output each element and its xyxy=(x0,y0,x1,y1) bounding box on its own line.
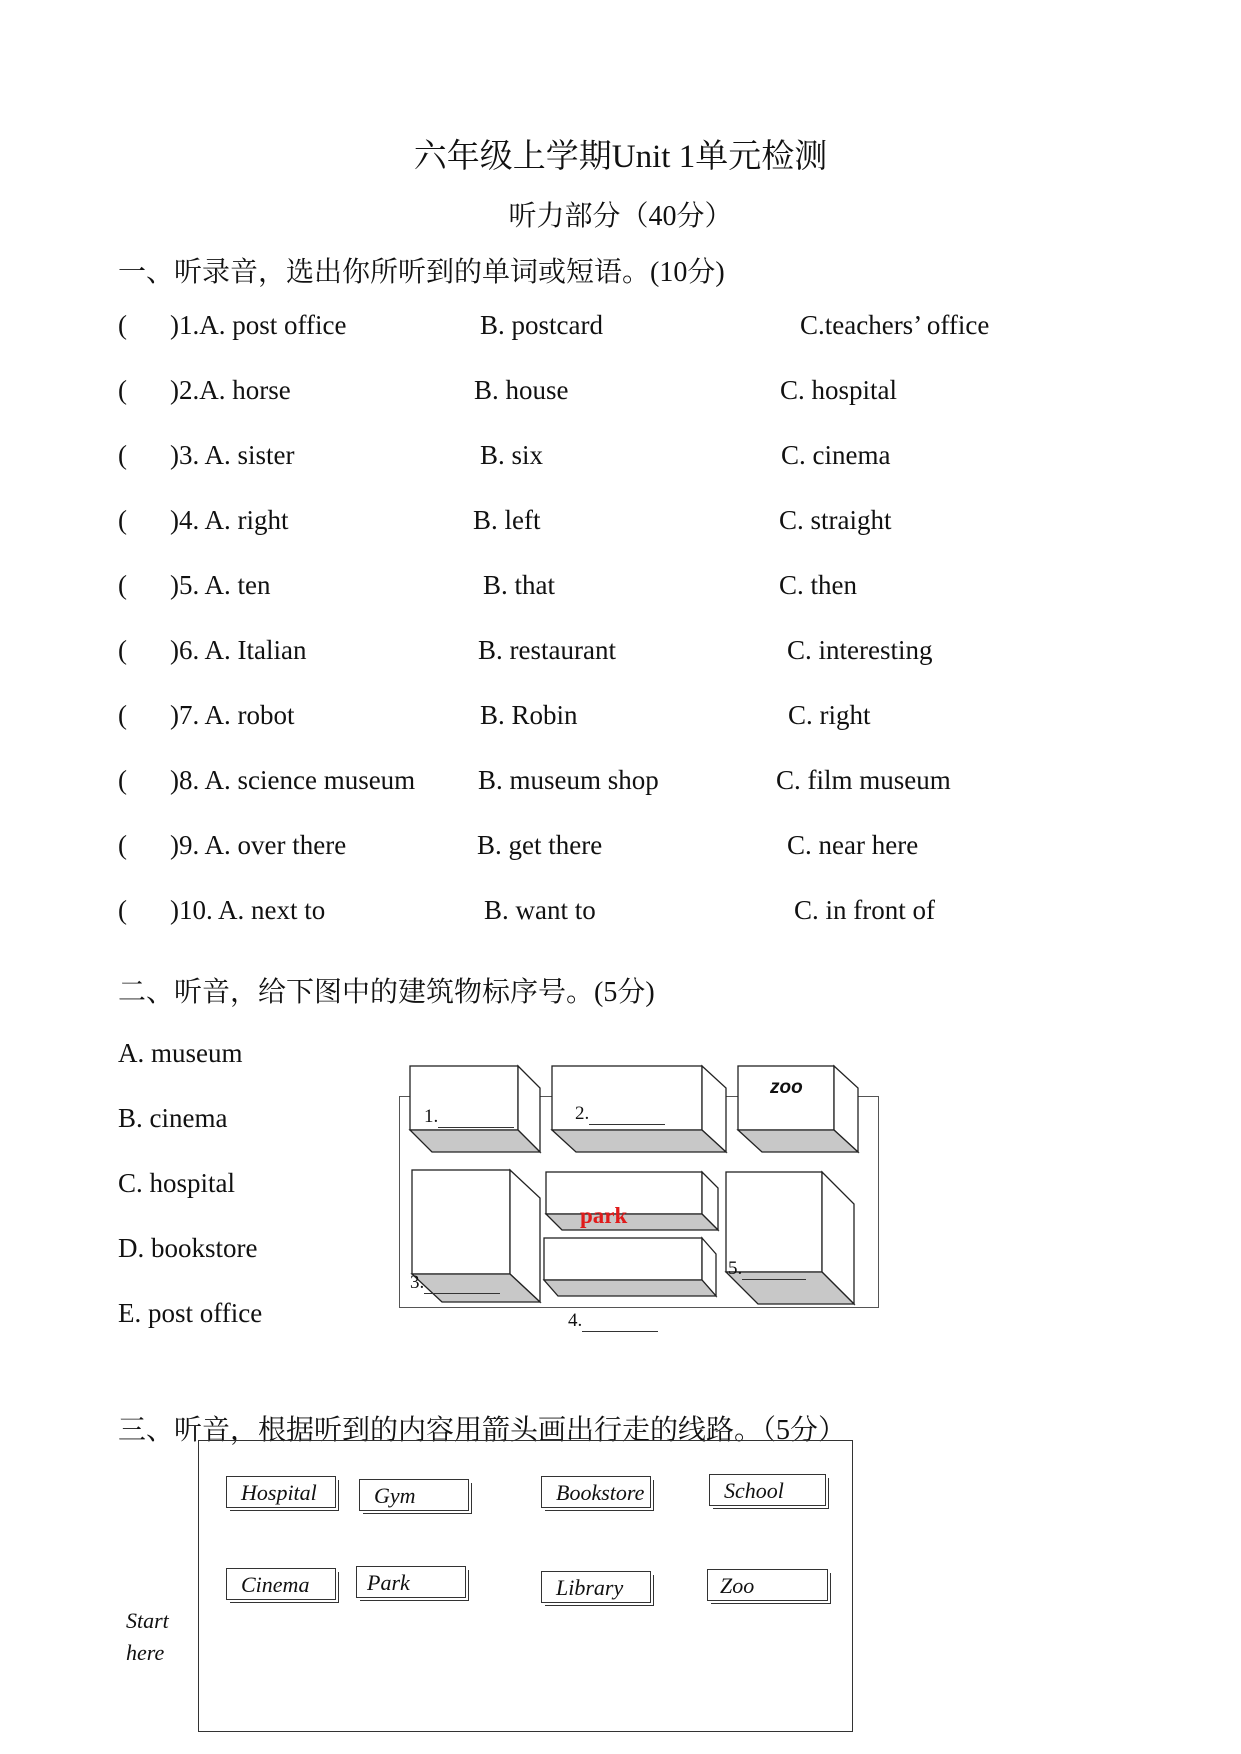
option-b-text: B. six xyxy=(480,440,544,470)
place-park: Park xyxy=(356,1566,466,1598)
option-c-text: C. hospital xyxy=(780,375,898,405)
zoo-sign: zoo xyxy=(770,1077,803,1098)
option-a-text: )1.A. post office xyxy=(170,310,347,340)
option-a-text: )7. A. robot xyxy=(170,700,295,730)
option-c-text: C. cinema xyxy=(781,440,891,470)
option-c-text: C. right xyxy=(788,700,871,730)
building-5 xyxy=(726,1172,854,1304)
option-b-text: B. left xyxy=(473,505,541,535)
option-e: E. post office xyxy=(118,1298,263,1328)
option-c-text: C. interesting xyxy=(787,635,933,665)
option-b-text: B. get there xyxy=(477,830,603,860)
answer-paren: ( xyxy=(118,765,127,795)
option-b-text: B. postcard xyxy=(480,310,603,340)
option-b-text: B. Robin xyxy=(480,700,578,730)
option-d: D. bookstore xyxy=(118,1233,258,1263)
answer-paren: ( xyxy=(118,895,127,925)
option-a: A. museum xyxy=(118,1038,243,1068)
option-c-text: C.teachers’ office xyxy=(800,310,990,340)
option-b-text: B. museum shop xyxy=(478,765,659,795)
place-zoo: Zoo xyxy=(707,1569,828,1601)
section1-heading: 一、听录音，选出你所听到的单词或短语。(10分) xyxy=(118,257,725,288)
option-c-text: C. straight xyxy=(779,505,892,535)
option-a-text: )3. A. sister xyxy=(170,440,295,470)
map-label-3: 3. xyxy=(410,1272,500,1294)
start-here-line1: Start xyxy=(126,1608,169,1633)
option-b: B. cinema xyxy=(118,1103,228,1133)
page-subtitle: 听力部分（40分） xyxy=(508,201,733,232)
place-cinema: Cinema xyxy=(226,1568,336,1600)
option-a-text: )9. A. over there xyxy=(170,830,347,860)
answer-paren: ( xyxy=(118,700,127,730)
place-gym: Gym xyxy=(359,1479,469,1511)
option-b-text: B. house xyxy=(474,375,569,405)
section3-heading: 三、听音，根据听到的内容用箭头画出行走的线路。（5分） xyxy=(118,1415,847,1446)
park-top xyxy=(546,1172,718,1230)
answer-paren: ( xyxy=(118,375,127,405)
option-c-text: C. film museum xyxy=(776,765,951,795)
answer-paren: ( xyxy=(118,635,127,665)
answer-paren: ( xyxy=(118,505,127,535)
option-a-text: )5. A. ten xyxy=(170,570,271,600)
start-here-line2: here xyxy=(126,1640,165,1665)
option-a-text: )10. A. next to xyxy=(170,895,326,925)
page-title: 六年级上学期Unit 1单元检测 xyxy=(413,139,828,175)
map-label-1: 1. xyxy=(424,1106,514,1128)
building-4 xyxy=(544,1238,716,1296)
option-c-text: C. in front of xyxy=(794,895,935,925)
answer-paren: ( xyxy=(118,440,127,470)
option-a-text: )6. A. Italian xyxy=(170,635,307,665)
option-c-text: C. near here xyxy=(787,830,919,860)
option-a-text: )2.A. horse xyxy=(170,375,291,405)
place-school: School xyxy=(709,1474,826,1506)
place-hospital: Hospital xyxy=(226,1476,336,1508)
option-c-text: C. then xyxy=(779,570,857,600)
option-b-text: B. that xyxy=(483,570,555,600)
map-label-2: 2. xyxy=(575,1103,665,1125)
answer-paren: ( xyxy=(118,310,127,340)
option-a-text: )4. A. right xyxy=(170,505,289,535)
answer-paren: ( xyxy=(118,830,127,860)
map-label-5: 5. xyxy=(728,1258,806,1280)
section2-heading: 二、听音，给下图中的建筑物标序号。(5分) xyxy=(118,977,655,1008)
map-label-4: 4. xyxy=(568,1310,658,1332)
place-bookstore: Bookstore xyxy=(541,1476,651,1508)
park-label: park xyxy=(580,1203,628,1228)
option-a-text: )8. A. science museum xyxy=(170,765,416,795)
option-b-text: B. restaurant xyxy=(478,635,616,665)
answer-paren: ( xyxy=(118,570,127,600)
option-c: C. hospital xyxy=(118,1168,236,1198)
place-library: Library xyxy=(541,1571,651,1603)
option-b-text: B. want to xyxy=(484,895,596,925)
